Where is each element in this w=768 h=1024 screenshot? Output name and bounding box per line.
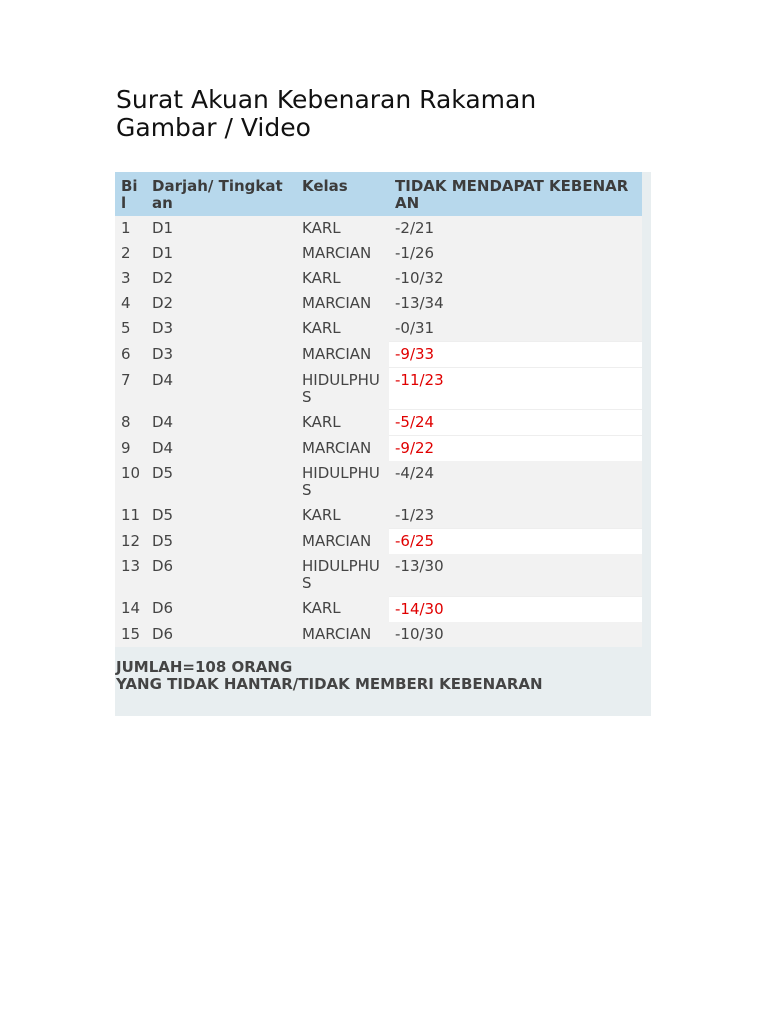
table-row xyxy=(115,368,642,410)
cell-kelas: MARCIAN xyxy=(296,529,389,555)
table-body xyxy=(115,216,642,647)
header-kelas: Kelas xyxy=(296,172,389,216)
cell-kelas: MARCIAN xyxy=(296,342,389,368)
cell-kelas: HIDULPHUS xyxy=(296,554,389,596)
cell-value: -2/21 xyxy=(389,216,642,241)
cell-kelas: KARL xyxy=(296,410,389,436)
cell-darjah: D1 xyxy=(146,241,296,266)
cell-bil: 12 xyxy=(115,529,146,555)
cell-bil: 3 xyxy=(115,266,146,291)
table-row xyxy=(115,554,642,596)
cell-kelas: KARL xyxy=(296,216,389,241)
table-row xyxy=(115,410,642,436)
footer-total: JUMLAH=108 ORANG xyxy=(116,658,293,676)
cell-darjah: D6 xyxy=(146,596,296,622)
cell-bil: 4 xyxy=(115,291,146,316)
cell-kelas: HIDULPHUS xyxy=(296,461,389,503)
cell-kelas: KARL xyxy=(296,266,389,291)
cell-bil: 6 xyxy=(115,342,146,368)
cell-bil: 15 xyxy=(115,622,146,647)
cell-value: -13/30 xyxy=(389,554,642,596)
cell-darjah: D4 xyxy=(146,368,296,410)
table-row xyxy=(115,216,642,241)
cell-kelas: KARL xyxy=(296,596,389,622)
table-row xyxy=(115,266,642,291)
cell-darjah: D3 xyxy=(146,316,296,342)
table-row xyxy=(115,241,642,266)
cell-value: -10/30 xyxy=(389,622,642,647)
summary-footer xyxy=(116,659,636,693)
cell-value: -11/23 xyxy=(389,368,642,410)
cell-kelas: MARCIAN xyxy=(296,622,389,647)
cell-bil: 14 xyxy=(115,596,146,622)
cell-value: -1/26 xyxy=(389,241,642,266)
table-row xyxy=(115,436,642,462)
cell-value: -14/30 xyxy=(389,596,642,622)
cell-darjah: D6 xyxy=(146,554,296,596)
cell-darjah: D2 xyxy=(146,266,296,291)
table-row xyxy=(115,316,642,342)
cell-bil: 7 xyxy=(115,368,146,410)
cell-kelas: HIDULPHUS xyxy=(296,368,389,410)
header-darjah: Darjah/ Tingkatan xyxy=(146,172,296,216)
cell-bil: 5 xyxy=(115,316,146,342)
table-row xyxy=(115,503,642,529)
table-row xyxy=(115,461,642,503)
cell-darjah: D6 xyxy=(146,622,296,647)
page-title: Surat Akuan Kebenaran Rakaman Gambar / Video xyxy=(116,85,537,142)
table-header-row xyxy=(115,172,642,216)
cell-bil: 11 xyxy=(115,503,146,529)
table-row xyxy=(115,622,642,647)
cell-value: -4/24 xyxy=(389,461,642,503)
cell-value: -6/25 xyxy=(389,529,642,555)
cell-value: -1/23 xyxy=(389,503,642,529)
cell-darjah: D4 xyxy=(146,410,296,436)
cell-bil: 10 xyxy=(115,461,146,503)
cell-darjah: D5 xyxy=(146,503,296,529)
cell-kelas: MARCIAN xyxy=(296,436,389,462)
cell-kelas: MARCIAN xyxy=(296,241,389,266)
cell-darjah: D2 xyxy=(146,291,296,316)
cell-value: -0/31 xyxy=(389,316,642,342)
cell-kelas: MARCIAN xyxy=(296,291,389,316)
table-row xyxy=(115,596,642,622)
cell-darjah: D5 xyxy=(146,461,296,503)
cell-darjah: D1 xyxy=(146,216,296,241)
header-tidak-mendapat-kebenaran: TIDAK MENDAPAT KEBENARAN xyxy=(389,172,642,216)
cell-value: -9/22 xyxy=(389,436,642,462)
footer-description: YANG TIDAK HANTAR/TIDAK MEMBERI KEBENARAN xyxy=(116,675,543,693)
cell-value: -10/32 xyxy=(389,266,642,291)
cell-bil: 2 xyxy=(115,241,146,266)
table-row xyxy=(115,342,642,368)
cell-kelas: KARL xyxy=(296,316,389,342)
header-bil: Bi l xyxy=(115,172,146,216)
table-row xyxy=(115,291,642,316)
cell-value: -5/24 xyxy=(389,410,642,436)
table-row xyxy=(115,529,642,555)
cell-darjah: D5 xyxy=(146,529,296,555)
cell-value: -9/33 xyxy=(389,342,642,368)
cell-darjah: D3 xyxy=(146,342,296,368)
cell-darjah: D4 xyxy=(146,436,296,462)
cell-bil: 1 xyxy=(115,216,146,241)
cell-bil: 8 xyxy=(115,410,146,436)
cell-bil: 9 xyxy=(115,436,146,462)
kebenaran-table xyxy=(115,172,642,647)
cell-value: -13/34 xyxy=(389,291,642,316)
cell-bil: 13 xyxy=(115,554,146,596)
cell-kelas: KARL xyxy=(296,503,389,529)
